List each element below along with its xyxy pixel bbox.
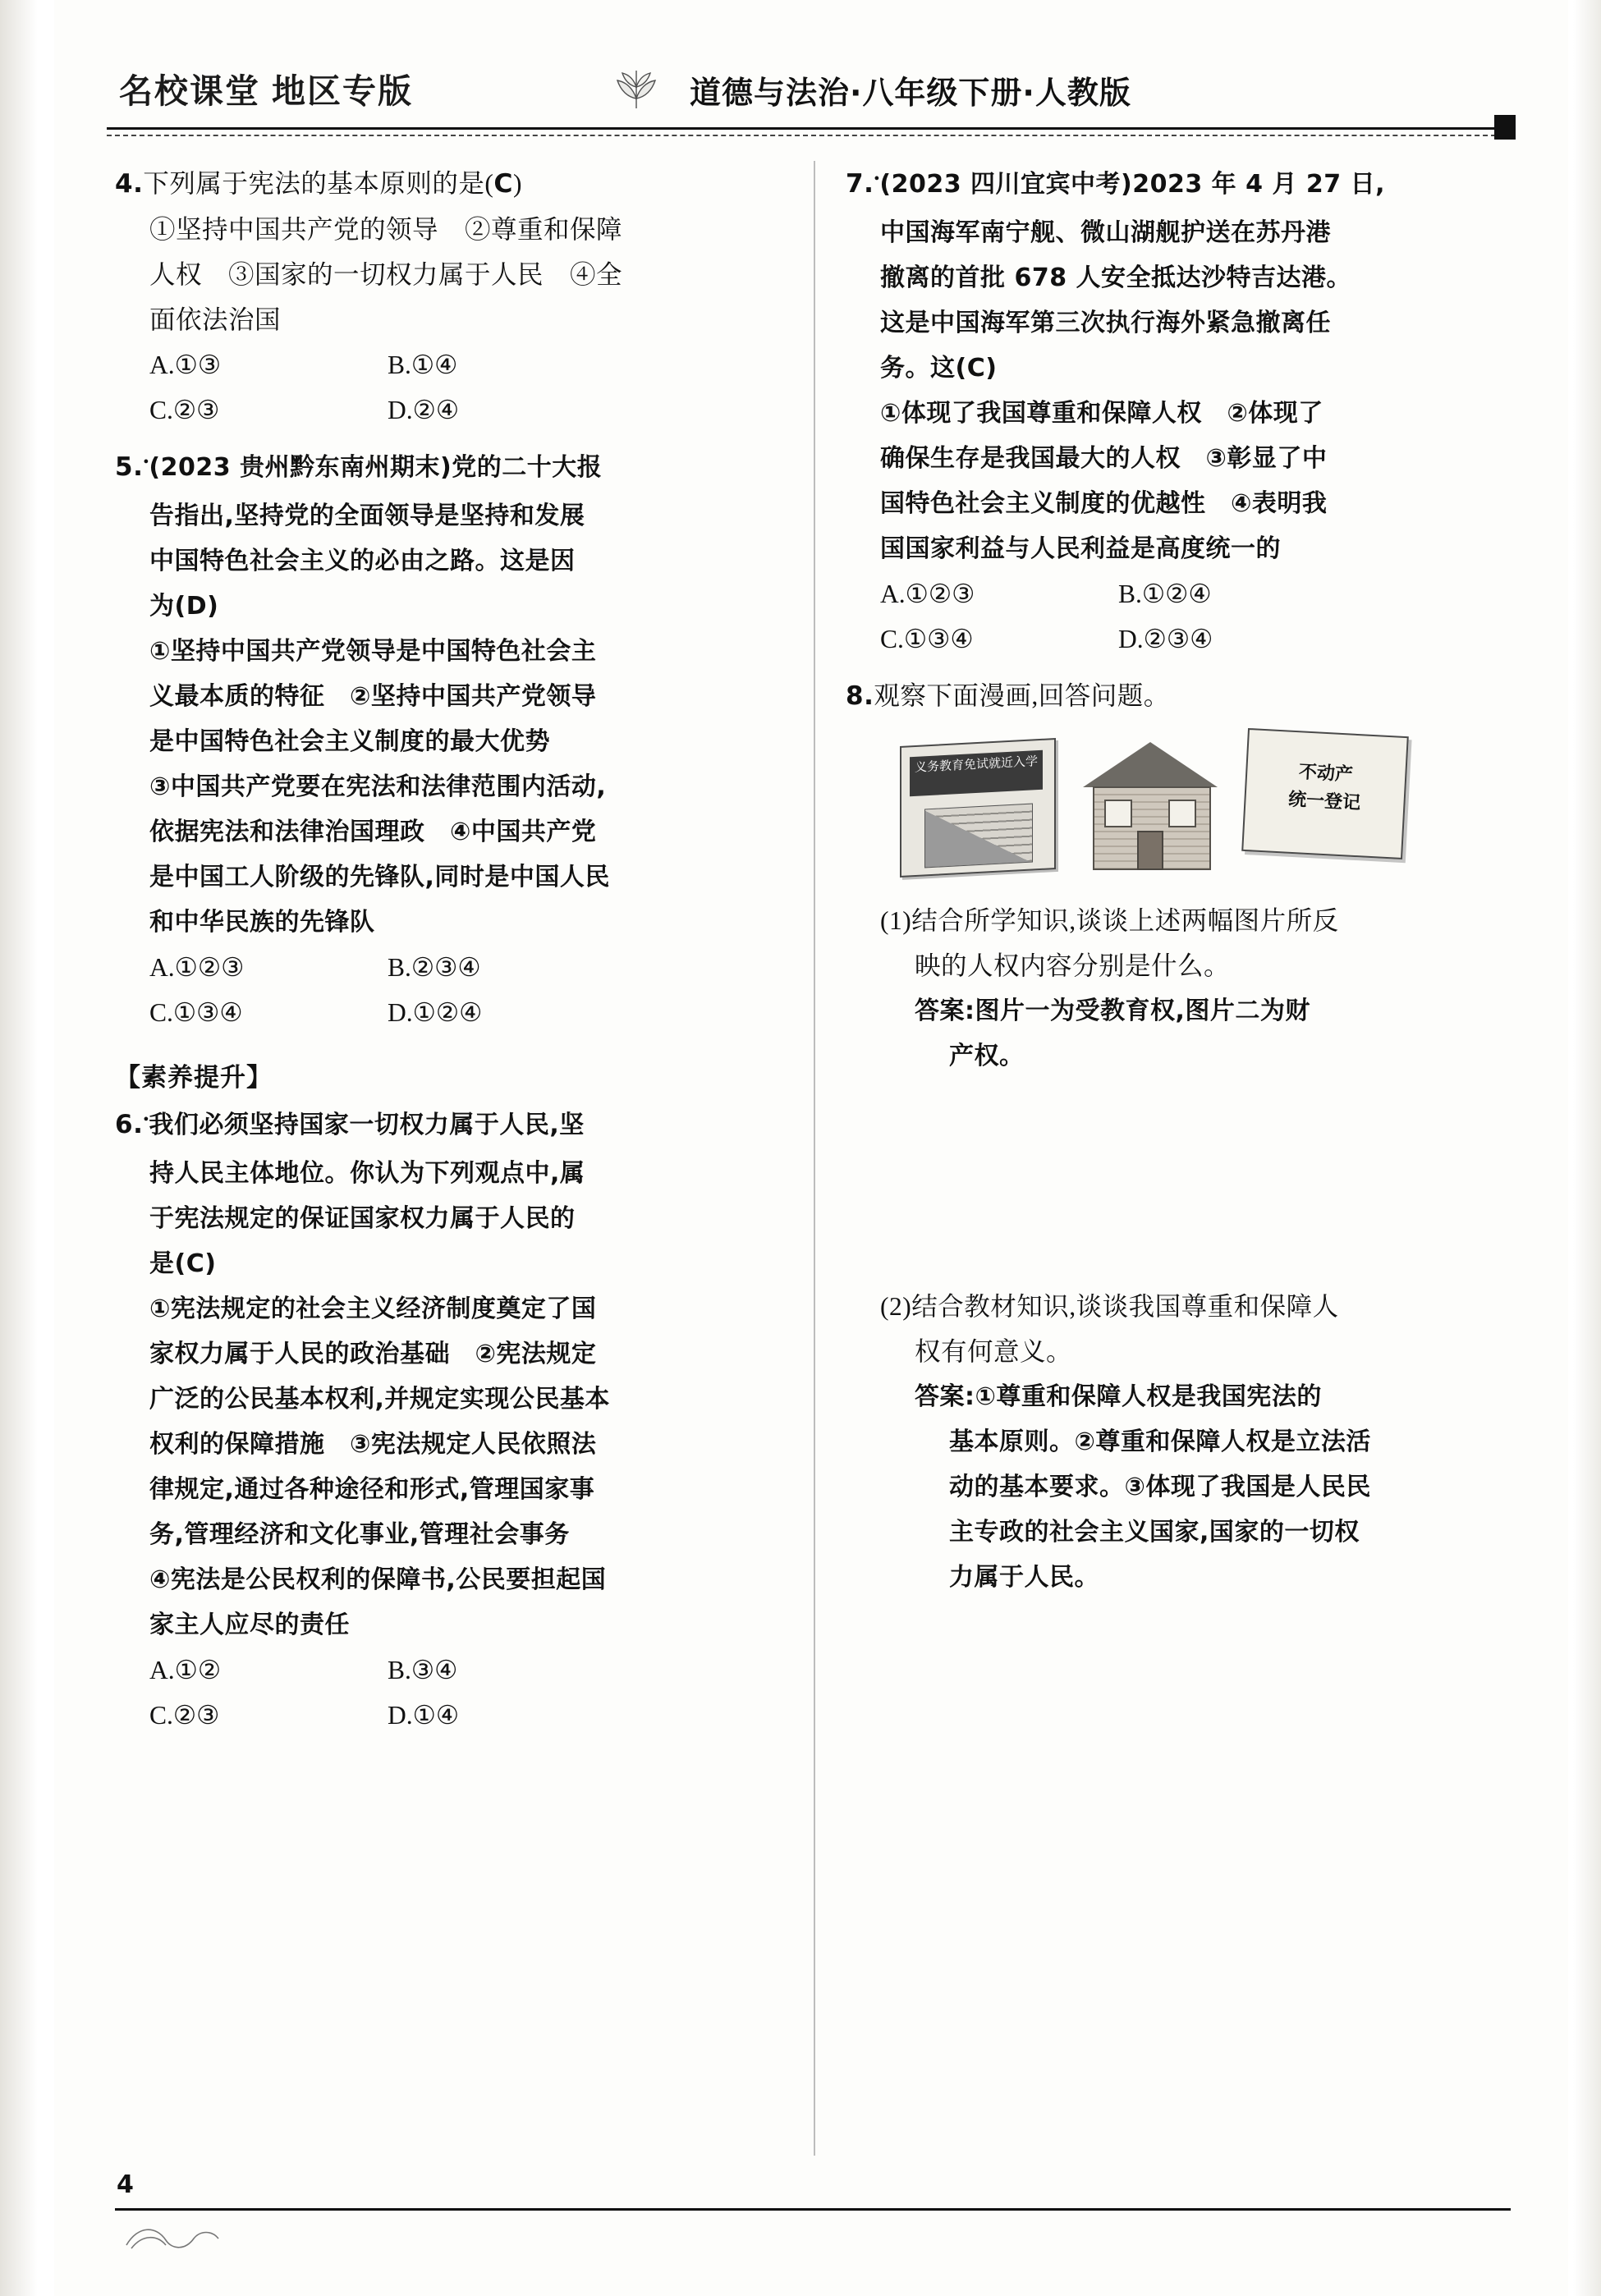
page-number: 4 <box>117 2170 134 2199</box>
house-window <box>1168 800 1196 827</box>
question-8 <box>846 673 1511 1600</box>
question-7-stem-last-prefix: 务。这( <box>880 354 967 383</box>
option-d[interactable]: D.①②④ <box>388 998 483 1027</box>
certificate-text <box>1243 756 1406 820</box>
question-8-stem-text: 观察下面漫画,回答问题。 <box>874 681 1170 710</box>
question-8-sub2 <box>846 1284 1511 1329</box>
question-8-sub2-line: 结合教材知识,谈谈我国尊重和保障人 <box>911 1292 1339 1321</box>
question-8-sub2-label: (2) <box>880 1292 912 1321</box>
option-d[interactable]: D.②④ <box>388 396 460 424</box>
question-6-stem <box>115 1102 780 1151</box>
option-b[interactable]: B.①④ <box>388 351 458 379</box>
house-roof <box>1083 742 1218 787</box>
comic-property-certificate <box>1245 732 1406 855</box>
question-4-item-line: 面依法治国 <box>149 305 282 334</box>
brand-name-primary: 名校课堂 <box>119 71 260 111</box>
starred-marker-icon: • <box>143 1111 149 1129</box>
question-7-options-row <box>846 571 1511 616</box>
question-5-item-line: ①坚持中国共产党领导是中国特色社会主 <box>149 637 597 666</box>
question-5 <box>115 444 780 1035</box>
option-c[interactable]: C.②③ <box>149 396 220 424</box>
question-6-item-line: 务,管理经济和文化事业,管理社会事务 <box>149 1520 570 1549</box>
question-5-options-row <box>115 945 780 990</box>
question-6-item-line: ④宪法是公民权利的保障书,公民要担起国 <box>149 1565 607 1594</box>
question-4-stem <box>115 161 780 207</box>
answer-line: 基本原则。②尊重和保障人权是立法活 <box>949 1428 1371 1456</box>
question-7-item-line: 国国家利益与人民利益是高度统一的 <box>880 534 1281 563</box>
option-b[interactable]: B.②③④ <box>388 953 481 982</box>
option-d[interactable]: D.①④ <box>388 1701 460 1730</box>
question-7-stem-line: 撤离的首批 678 人安全抵达沙特吉达港。 <box>880 264 1352 292</box>
question-6-item-line: 广泛的公民基本权利,并规定实现公民基本 <box>149 1385 610 1414</box>
poster-text: 义务教育免试就近入学 <box>910 750 1043 796</box>
answer-line: 图片一为受教育权,图片二为财 <box>975 997 1310 1025</box>
option-b[interactable]: B.③④ <box>388 1656 458 1684</box>
question-6-answer: C <box>186 1249 205 1278</box>
comic-school-poster <box>900 742 1056 873</box>
question-5-stem-last-prefix: 为( <box>149 592 186 621</box>
question-4 <box>115 161 780 433</box>
header-marker-tab <box>1494 115 1516 140</box>
question-6-stem-last <box>115 1241 780 1286</box>
question-8-sub1-label: (1) <box>880 906 912 935</box>
page-edge-shadow-left <box>0 0 54 2296</box>
question-5-item-line: 依据宪法和法律治国理政 ④中国共产党 <box>149 818 597 846</box>
question-6-options-row <box>115 1648 780 1693</box>
question-7-item-line: 国特色社会主义制度的优越性 ④表明我 <box>880 489 1328 518</box>
question-7-stem <box>846 161 1511 210</box>
question-7-stem-line: (2023 四川宜宾中考)2023 年 4 月 27 日, <box>879 170 1385 199</box>
question-6-item-line: 权利的保障措施 ③宪法规定人民依照法 <box>149 1430 597 1459</box>
question-7-number: 7. <box>846 169 874 199</box>
content-columns <box>115 161 1511 2164</box>
question-8-number: 8. <box>846 681 874 711</box>
question-6-stem-line: 持人民主体地位。你认为下列观点中,属 <box>149 1159 585 1188</box>
page-title: 道德与法治·八年级下册·人教版 <box>690 75 1131 111</box>
brand-logo <box>119 64 413 112</box>
option-c[interactable]: C.①③④ <box>880 625 974 653</box>
question-8-sub2-line: 权有何意义。 <box>915 1337 1073 1366</box>
section-heading-literacy: 【素养提升】 <box>115 1063 273 1093</box>
option-a[interactable]: A.①②③ <box>880 580 975 608</box>
question-5-item-line: 义最本质的特征 ②坚持中国共产党领导 <box>149 682 597 711</box>
answer-label: 答案: <box>915 1382 975 1411</box>
question-5-stem-last-suffix: ) <box>207 592 219 621</box>
question-5-options-row <box>115 990 780 1035</box>
question-7-options-row <box>846 616 1511 662</box>
question-7-stem-last <box>846 346 1511 391</box>
header-divider <box>107 127 1512 136</box>
question-8-sub1 <box>846 898 1511 943</box>
right-column <box>846 161 1511 2164</box>
question-6-stem-last-suffix: ) <box>204 1249 217 1278</box>
question-8-sub1-line: 结合所学知识,谈谈上述两幅图片所反 <box>911 906 1339 935</box>
question-5-stem-line: 中国特色社会主义的必由之路。这是因 <box>149 547 576 575</box>
answer-writing-space <box>846 1079 1511 1284</box>
question-6-stem-line: 我们必须坚持国家一切权力属于人民,坚 <box>149 1111 585 1139</box>
question-6-options-row <box>115 1693 780 1738</box>
question-5-stem-line: (2023 贵州黔东南州期末)党的二十大报 <box>149 453 603 482</box>
starred-marker-icon: • <box>874 170 880 188</box>
comic-illustration <box>900 727 1409 891</box>
question-7-answer: C <box>966 354 986 383</box>
certificate-text-line-2: 统一登记 <box>1287 789 1361 814</box>
question-7-item-line: 确保生存是我国最大的人权 ③彰显了中 <box>880 444 1328 473</box>
question-7 <box>846 161 1511 662</box>
question-8-sub1-line: 映的人权内容分别是什么。 <box>915 951 1231 980</box>
question-5-stem-line: 告指出,坚持党的全面领导是坚持和发展 <box>149 502 585 530</box>
certificate-text-line-1: 不动产 <box>1298 762 1354 786</box>
question-6-item-line: 家主人应尽的责任 <box>149 1611 350 1639</box>
answer-line: 主专政的社会主义国家,国家的一切权 <box>949 1518 1360 1547</box>
question-4-answer: C <box>493 169 513 199</box>
question-7-stem-line: 中国海军南宁舰、微山湖舰护送在苏丹港 <box>880 218 1331 247</box>
question-4-stem-text: 下列属于宪法的基本原则的是( <box>143 169 494 198</box>
option-a[interactable]: A.①②③ <box>149 953 245 982</box>
question-4-item-line: 人权 ③国家的一切权力属于人民 ④全 <box>149 260 623 289</box>
question-7-stem-last-suffix: ) <box>985 354 998 383</box>
left-column <box>115 161 780 2164</box>
question-8-stem <box>846 673 1511 719</box>
question-6-stem-last-prefix: 是( <box>149 1249 186 1278</box>
answer-label: 答案: <box>915 997 975 1025</box>
option-a[interactable]: A.①② <box>149 1656 222 1684</box>
question-4-options-row <box>115 387 780 433</box>
house-window <box>1104 800 1132 827</box>
question-7-item-line: ①体现了我国尊重和保障人权 ②体现了 <box>880 399 1323 428</box>
house-door <box>1137 831 1163 870</box>
question-7-stem-line: 这是中国海军第三次执行海外紧急撤离任 <box>880 309 1331 337</box>
question-6-stem-line: 于宪法规定的保证国家权力属于人民的 <box>149 1204 576 1233</box>
option-b[interactable]: B.①②④ <box>1118 580 1212 608</box>
question-6-item-line: ①宪法规定的社会主义经济制度奠定了国 <box>149 1295 597 1323</box>
question-5-item-line: ③中国共产党要在宪法和法律范围内活动, <box>149 772 607 801</box>
answer-line: 力属于人民。 <box>949 1563 1099 1592</box>
option-c[interactable]: C.①③④ <box>149 998 243 1027</box>
column-divider <box>814 161 815 2156</box>
question-5-stem-last <box>115 584 780 629</box>
question-8-sub1-answer-line: 产权。 <box>949 1042 1025 1070</box>
question-5-answer: D <box>186 592 208 621</box>
option-a[interactable]: A.①③ <box>149 351 222 379</box>
question-4-item-line: ①坚持中国共产党的领导 ②尊重和保障 <box>149 215 623 244</box>
starred-marker-icon: • <box>143 453 149 471</box>
question-6-item-line: 律规定,通过各种途径和形式,管理国家事 <box>149 1475 595 1504</box>
page-header <box>107 64 1511 121</box>
question-5-item-line: 和中华民族的先锋队 <box>149 908 375 937</box>
question-5-item-line: 是中国特色社会主义制度的最大优势 <box>149 727 550 756</box>
answer-line: 动的基本要求。③体现了我国是人民民 <box>949 1473 1371 1501</box>
question-6 <box>115 1102 780 1738</box>
question-4-number: 4. <box>115 169 144 199</box>
question-5-number: 5. <box>115 452 144 482</box>
question-4-stem-end: ) <box>512 169 522 198</box>
option-d[interactable]: D.②③④ <box>1118 625 1213 653</box>
poster-stairs-graphic <box>924 804 1033 868</box>
page-edge-shadow-right <box>1568 0 1601 2296</box>
question-5-item-line: 是中国工人阶级的先锋队,同时是中国人民 <box>149 863 610 891</box>
comic-house-icon <box>1076 734 1228 873</box>
answer-line: ①尊重和保障人权是我国宪法的 <box>975 1382 1322 1411</box>
question-8-sub1-answer <box>846 988 1511 1033</box>
leaf-ornament-icon <box>599 66 673 111</box>
question-4-options-row <box>115 342 780 387</box>
question-5-stem <box>115 444 780 493</box>
question-6-number: 6. <box>115 1110 144 1139</box>
option-c[interactable]: C.②③ <box>149 1701 220 1730</box>
footer-divider <box>115 2208 1511 2211</box>
question-6-item-line: 家权力属于人民的政治基础 ②宪法规定 <box>149 1340 597 1368</box>
footer-flourish-icon <box>123 2220 222 2253</box>
question-8-sub2-answer <box>846 1374 1511 1419</box>
brand-name-secondary: 地区专版 <box>272 71 413 111</box>
